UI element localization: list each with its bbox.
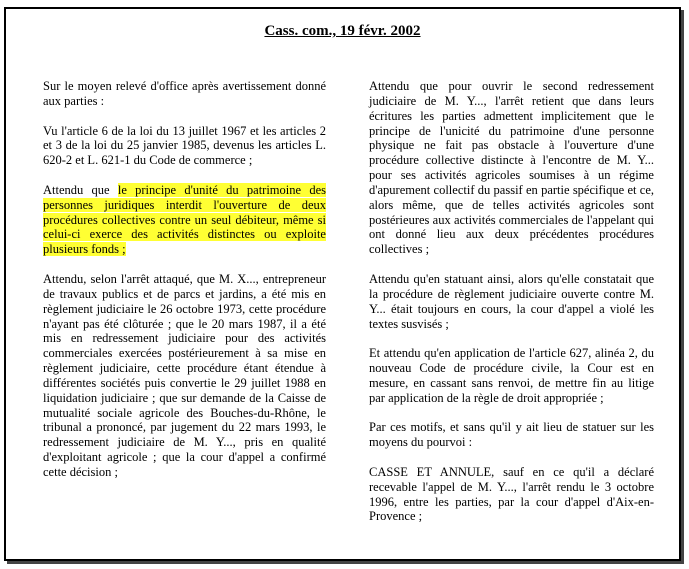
left-column [43, 79, 326, 495]
left-paragraph-4: Attendu, selon l'arrêt attaqué, que M. X..., entrepreneur de travaux publics et de parcs et jardins, a été mis en règlement judiciaire le 26 octobre 1973, cette procédure n'ayant pas été clôturée ; que le 20 mars 1987, il a été mis en redressement judiciaire pour des activités commerciales exercées postérieurement à sa mise en règlement judiciaire, cette procédure étant étendue à différentes sociétés puis convertie le 29 juillet 1988 en liquidation judiciaire ; que sur demande de la Caisse de mutualité sociale agricole des Bouches-du-Rhône, le tribunal a prononcé, par jugement du 22 mars 1993, le redressement judiciaire de M. Y..., pris en qualité d'exploitant agricole ; que la cour d'appel a confirmé cette décision ; [43, 271, 326, 479]
highlighted-text: le principe d'unité du patrimoine des personnes juridiques interdit l'ouverture de deux procédures collectives contre un seul débiteur, même si celui-ci exerce des activités distinctes ou exploite plusieurs fonds ; [43, 182, 326, 257]
right-paragraph-5: CASSE ET ANNULE, sauf en ce qu'il a déclaré recevable l'appel de M. Y..., l'arrêt rendu le 3 octobre 1996, entre les parties, par la cour d'appel d'Aix-en-Provence ; [369, 464, 654, 524]
right-paragraph-3: Et attendu qu'en application de l'article 627, alinéa 2, du nouveau Code de procédure civile, la Cour est en mesure, en cassant sans renvoi, de mettre fin au litige par application de la règle de droit appropriée ; [369, 346, 654, 405]
right-paragraph-1: Attendu que pour ouvrir le second redressement judiciaire de M. Y..., l'arrêt retient que dans leurs écritures les parties admettent implicitement que le principe de l'unicité du patrimoine d'une personne physique ne fait pas obstacle à l'ouverture d'une procédure collective distincte à l'encontre de M. Y... pour ses activités agricoles soumises à un régime d'apurement collectif du passif en partie spécifique et ce, alors même, que de telles activités agricoles sont postérieures aux activités commerciales de l'appelant qui ont donné lieu aux deux précédentes procédures collectives ; [369, 79, 654, 257]
page-title: Cass. com., 19 févr. 2002 [264, 23, 421, 39]
document-frame [4, 7, 681, 561]
left-paragraph-3 [43, 183, 326, 257]
paragraph-lead-text: Attendu que [43, 182, 118, 197]
right-paragraph-4: Par ces motifs, et sans qu'il y ait lieu de statuer sur les moyens du pourvoi : [369, 420, 654, 450]
left-paragraph-2: Vu l'article 6 de la loi du 13 juillet 1967 et les articles 2 et 3 de la loi du 25 janvier 1985, devenus les articles L. 620-2 et L. 621-1 du Code de commerce ; [43, 123, 326, 168]
right-column [369, 79, 654, 539]
left-paragraph-1: Sur le moyen relevé d'office après avertissement donné aux parties : [43, 79, 326, 108]
right-paragraph-2: Attendu qu'en statuant ainsi, alors qu'elle constatait que la procédure de règlement judiciaire ouverte contre M. Y... était toujours en cours, la cour d'appel a violé les textes susvisés ; [369, 271, 654, 331]
